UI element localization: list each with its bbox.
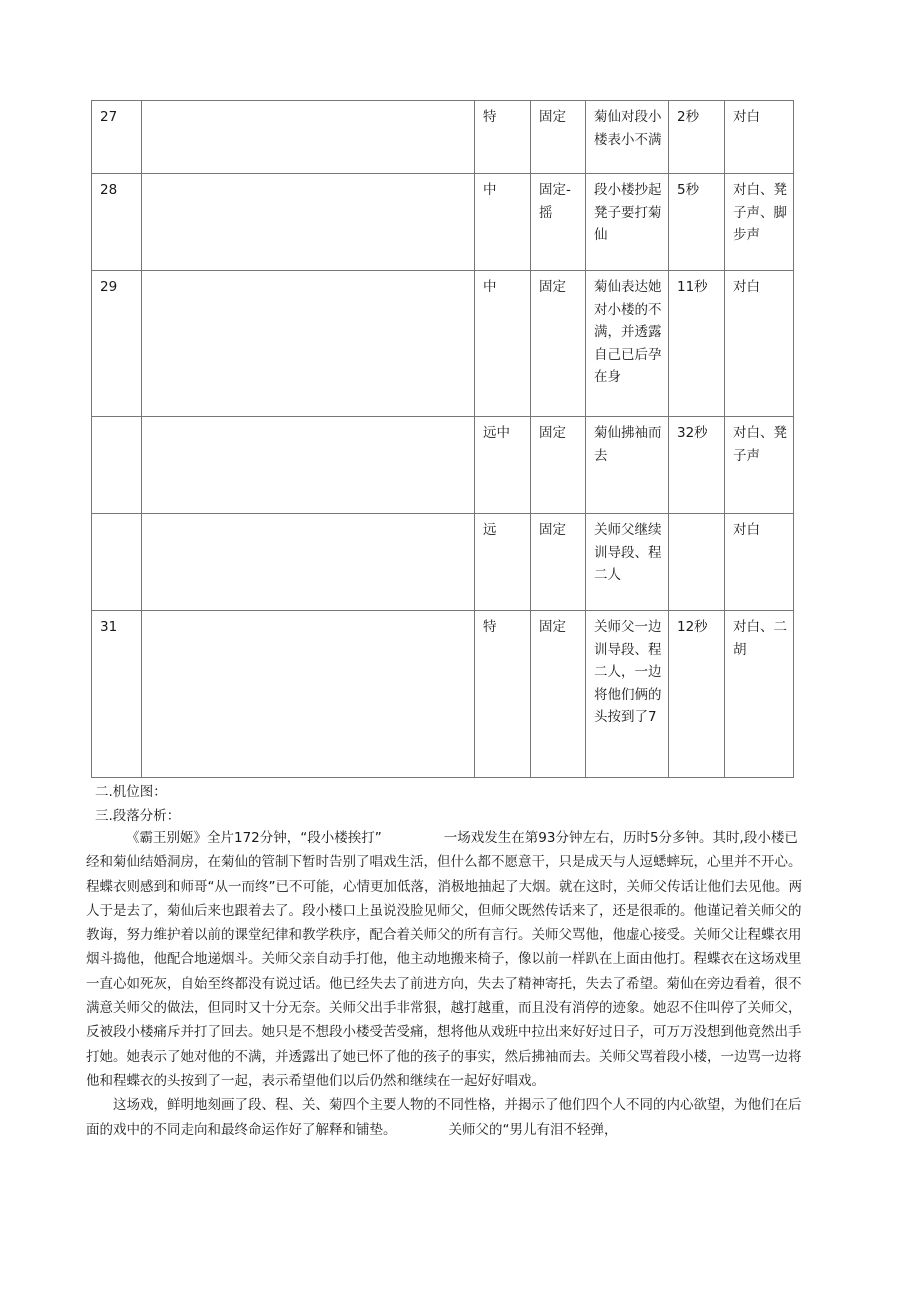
shot-table-body xyxy=(92,101,794,778)
cell-size: 中 xyxy=(475,174,531,271)
cell-sound: 对白、凳子声 xyxy=(725,417,794,514)
section-paragraph-analysis: 三.段落分析： xyxy=(95,808,181,824)
cell-sound: 对白、凳子声、脚步声 xyxy=(725,174,794,271)
cell-picture xyxy=(142,174,475,271)
cell-duration: 5秒 xyxy=(669,174,725,271)
cell-no xyxy=(92,417,142,514)
cell-no: 31 xyxy=(92,611,142,778)
cell-movement: 固定 xyxy=(531,271,586,417)
cell-duration xyxy=(669,514,725,611)
cell-no xyxy=(92,514,142,611)
cell-movement: 固定 xyxy=(531,514,586,611)
table-row xyxy=(92,174,794,271)
table-row xyxy=(92,417,794,514)
cell-picture xyxy=(142,417,475,514)
cell-duration: 2秒 xyxy=(669,101,725,174)
cell-picture xyxy=(142,101,475,174)
cell-content: 菊仙对段小楼表小不满 xyxy=(586,101,669,174)
cell-no: 29 xyxy=(92,271,142,417)
table-row xyxy=(92,271,794,417)
cell-duration: 32秒 xyxy=(669,417,725,514)
cell-picture xyxy=(142,271,475,417)
analysis-p1-start: 《霸王别姬》全片172分钟，“段小楼挨打” xyxy=(126,830,382,846)
cell-content: 段小楼抄起凳子要打菊仙 xyxy=(586,174,669,271)
section-camera-position: 二.机位图： xyxy=(95,784,167,800)
cell-content: 关师父一边训导段、程二人，一边将他们俩的头按到了7 xyxy=(586,611,669,778)
section-headings xyxy=(95,780,180,828)
cell-picture xyxy=(142,611,475,778)
analysis-p2-start: 这场戏，鲜明地刻画了段、程、关、菊四个主要人物的不同性格，并揭示了他们四个人不同的内心欲望，为他们在后面的戏中的不同走向和最终命运作好了解释和铺垫。 xyxy=(86,1097,802,1138)
analysis-text xyxy=(86,826,802,1142)
cell-movement: 固定 xyxy=(531,611,586,778)
cell-movement: 固定 xyxy=(531,417,586,514)
cell-no: 28 xyxy=(92,174,142,271)
analysis-p1-rest: 一场戏发生在第93分钟左右，历时5分多钟。其时,段小楼已经和菊仙结婚洞房，在菊仙的管制下暂时告别了唱戏生活，但什么都不愿意干，只是成天与人逗蟋蟀玩，心里并不开心。程蝶衣则感到和师哥“从一而终”已不可能，心情更加低落，消极地抽起了大烟。就在这时，关师父传话让他们去见他。两人于是去了，菊仙后来也跟着去了。段小楼口上虽说没脸见师父，但师父既然传话来了，还是很乖的。他谨记着关师父的教诲，努力维护着以前的课堂纪律和教学秩序，配合着关师父的所有言行。关师父骂他，他虚心接受。关师父让程蝶衣用烟斗捣他，他配合地递烟斗。关师父亲自动手打他，他主动地搬来椅子，像以前一样趴在上面由他打。程蝶衣在这场戏里一直心如死灰，自始至终都没有说过话。他已经失去了前进方向，失去了精神寄托，失去了希望。菊仙在旁边看着，很不满意关师父的做法，但同时又十分无奈。关师父出手非常狠，越打越重，而且没有消停的迹象。她忍不住叫停了关师父，反被段小楼痛斥并打了回去。她只是不想段小楼受苦受痛，想将他从戏班中拉出来好好过日子，可万万没想到他竟然出手打她。她表示了她对他的不满，并透露出了她已怀了他的孩子的事实，然后拂袖而去。关师父骂着段小楼，一边骂一边将他和程蝶衣的头按到了一起，表示希望他们以后仍然和继续在一起好好唱戏。 xyxy=(86,830,802,1089)
cell-content: 菊仙表达她对小楼的不满，并透露自己已后孕在身 xyxy=(586,271,669,417)
table-row xyxy=(92,514,794,611)
cell-size: 特 xyxy=(475,611,531,778)
cell-size: 远中 xyxy=(475,417,531,514)
cell-sound: 对白 xyxy=(725,271,794,417)
cell-no: 27 xyxy=(92,101,142,174)
cell-content: 关师父继续训导段、程二人 xyxy=(586,514,669,611)
cell-sound: 对白 xyxy=(725,101,794,174)
analysis-paragraph-1 xyxy=(86,826,802,1093)
cell-size: 特 xyxy=(475,101,531,174)
cell-sound: 对白 xyxy=(725,514,794,611)
table-row xyxy=(92,101,794,174)
cell-movement: 固定 xyxy=(531,101,586,174)
shot-list-table xyxy=(91,100,794,778)
table-row xyxy=(92,611,794,778)
cell-movement: 固定-摇 xyxy=(531,174,586,271)
analysis-paragraph-2 xyxy=(86,1093,802,1142)
cell-content: 菊仙拂袖而去 xyxy=(586,417,669,514)
cell-duration: 11秒 xyxy=(669,271,725,417)
cell-size: 远 xyxy=(475,514,531,611)
analysis-p2-end: 关师父的“男儿有泪不轻弹， xyxy=(448,1121,618,1138)
cell-sound: 对白、二胡 xyxy=(725,611,794,778)
cell-picture xyxy=(142,514,475,611)
cell-size: 中 xyxy=(475,271,531,417)
cell-duration: 12秒 xyxy=(669,611,725,778)
